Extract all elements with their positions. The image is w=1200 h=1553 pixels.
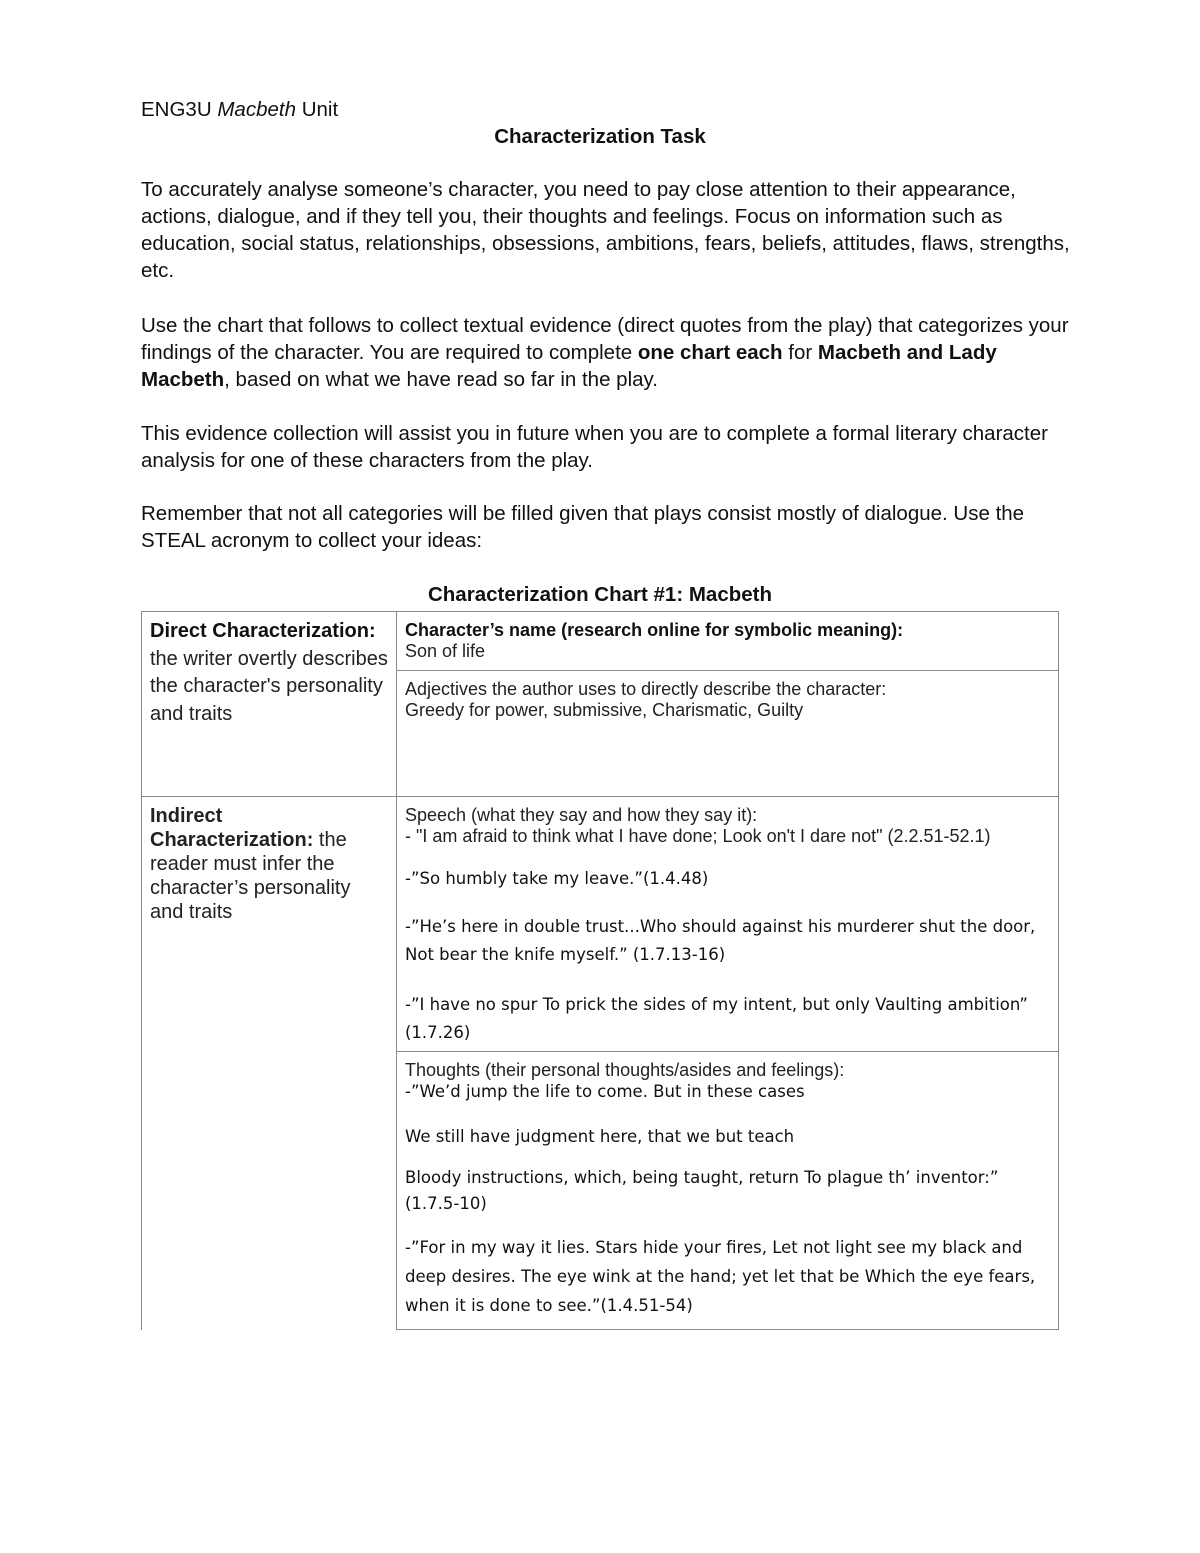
- intro-text: for: [782, 341, 818, 364]
- table-border-right: [1058, 611, 1059, 1330]
- table-border-middle: [396, 611, 397, 1330]
- intro-paragraph-3: This evidence collection will assist you in future when you are to complete a formal literary character analysis for one of these characters from the play.: [141, 422, 1048, 472]
- course-code: ENG3U: [141, 98, 212, 121]
- adjectives-answer: Greedy for power, submissive, Charismatic, Guilty: [405, 700, 804, 720]
- table-border-top: [141, 611, 1059, 612]
- intro-text: , based on what we have read so far in the play.: [224, 368, 658, 391]
- intro-text: Use the chart that follows to collect textual evidence (direct quotes from the play) that categorizes your findings of the character. You are required to complete: [141, 314, 1069, 364]
- character-name-prompt: Character’s name (research online for symbolic meaning):: [405, 620, 904, 640]
- thoughts-quote: We still have judgment here, that we but teach: [405, 1127, 795, 1146]
- course-header: [141, 96, 338, 123]
- intro-paragraph-1: To accurately analyse someone’s character, you need to pay close attention to their appearance, actions, dialogue, and if they tell you, their thoughts and feelings. Focus on information such as education, social status, relationships, obsessions, ambitions, fears, beliefs, attitudes, flaws, strengths, etc.: [141, 178, 1070, 282]
- thoughts-quote: -”For in my way it lies. Stars hide your fires, Let not light see my black and deep desires. The eye wink at the hand; yet let that be Which the eye fears, when it is done to see.”(1.4.51-54): [405, 1238, 1036, 1315]
- intro-paragraph-4: Remember that not all categories will be filled given that plays consist mostly of dialogue. Use the STEAL acronym to collect your ideas:: [141, 502, 1025, 552]
- character-name-answer: Son of life: [405, 641, 486, 661]
- label-term: Direct Characterization:: [150, 620, 376, 642]
- speech-quote: -”So humbly take my leave.”(1.4.48): [405, 869, 709, 888]
- adjectives-prompt: Adjectives the author uses to directly describe the character:: [405, 679, 887, 699]
- indirect-characterization-label: [150, 804, 388, 924]
- unit-label: Unit: [301, 98, 339, 121]
- table-border: [396, 1051, 1059, 1052]
- speech-quote: -”He’s here in double trust...Who should against his murderer shut the door, Not bear the knife myself.” (1.7.13-16): [405, 917, 1036, 964]
- label-definition: the writer overtly describes the character's personality and traits: [150, 647, 388, 725]
- play-title: Macbeth: [217, 98, 296, 121]
- table-border: [396, 670, 1059, 671]
- chart-title: Characterization Chart #1: Macbeth: [427, 583, 773, 606]
- table-border-left: [141, 611, 142, 1330]
- intro-emphasis: Macbeth and Lady Macbeth: [141, 341, 997, 391]
- table-border: [141, 796, 1059, 797]
- thoughts-quote: -”We’d jump the life to come. But in these cases: [405, 1082, 805, 1101]
- character-name-cell: [405, 620, 1050, 662]
- table-border-bottom: [396, 1329, 1059, 1330]
- thoughts-prompt: Thoughts (their personal thoughts/asides and feelings):: [405, 1060, 845, 1080]
- label-definition: the reader must infer the character’s personality and traits: [150, 829, 351, 923]
- thoughts-quote: Bloody instructions, which, being taught, return To plague th’ inventor:” (1.7.5-10): [405, 1168, 999, 1213]
- speech-prompt: Speech (what they say and how they say it):: [405, 805, 758, 825]
- speech-quote: - "I am afraid to think what I have done; Look on't I dare not" (2.2.51-52.1): [405, 826, 991, 846]
- page-title: Characterization Task: [494, 125, 706, 148]
- speech-cell: [405, 805, 1050, 1047]
- thoughts-cell: [405, 1060, 1050, 1320]
- intro-emphasis: one chart each: [637, 341, 783, 364]
- direct-characterization-label: [150, 618, 388, 728]
- label-term: Indirect Characterization:: [150, 805, 314, 851]
- speech-quote: -”I have no spur To prick the sides of my intent, but only Vaulting ambition” (1.7.26): [405, 995, 1028, 1042]
- intro-paragraph-2: [141, 312, 1071, 393]
- adjectives-cell: [405, 679, 1050, 721]
